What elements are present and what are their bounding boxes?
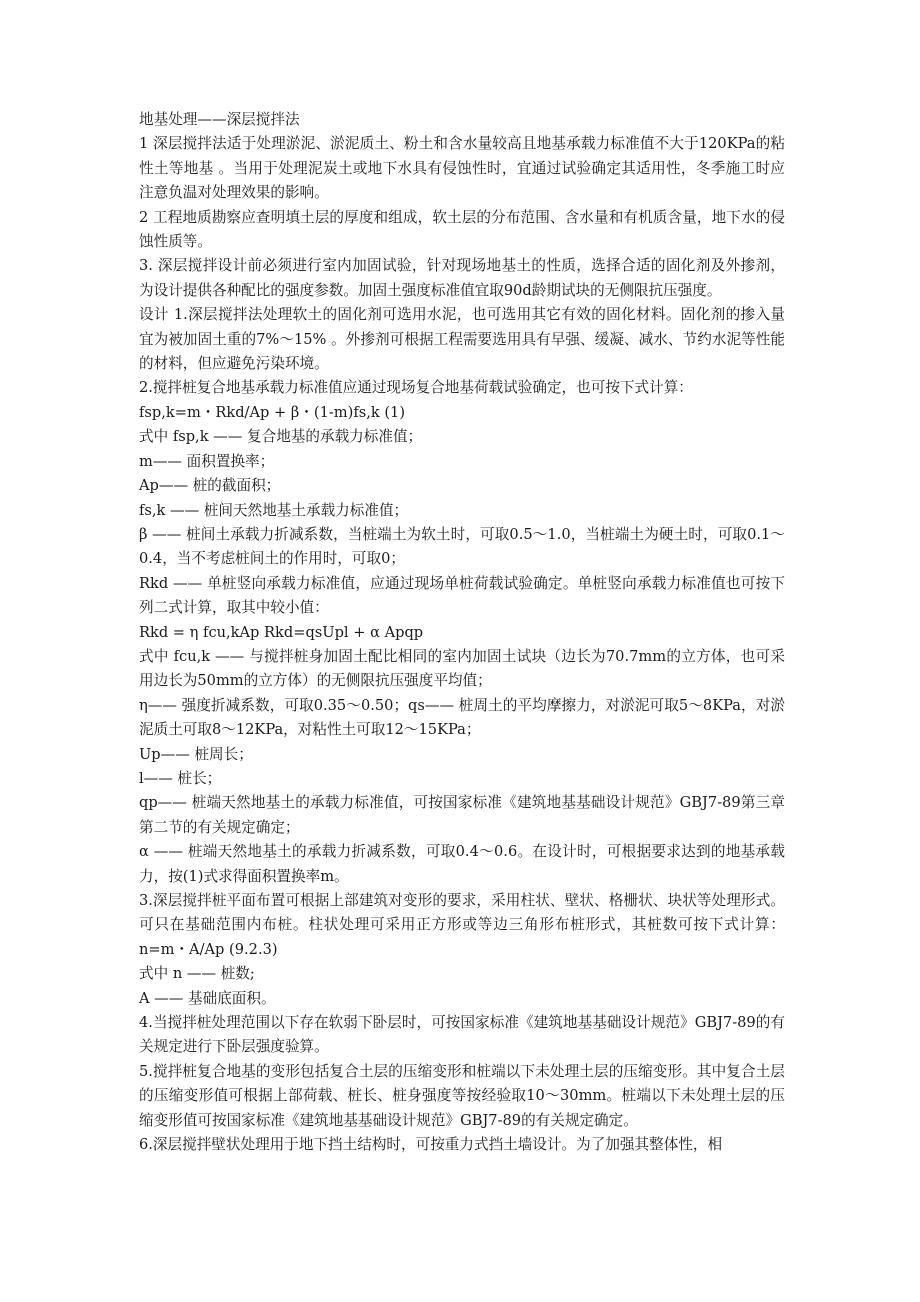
paragraph: l—— 桩长； [139,769,222,787]
formula: fsp,k=m・Rkd/Ap + β・(1-m)fs,k (1) [139,403,406,421]
paragraph: Rkd —— 单桩竖向承载力标准值，应通过现场单桩荷载试验确定。单桩竖向承载力标准值也可按下列二式计算，取其中较小值： [139,574,785,617]
paragraph: A —— 基础底面积。 [139,989,276,1007]
paragraph: fs,k —— 桩间天然地基土承载力标准值； [139,501,409,519]
paragraph: m—— 面积置换率； [139,452,275,470]
paragraph: qp—— 桩端天然地基土的承载力标准值，可按国家标准《建筑地基基础设计规范》GBJ7-89第三章第二节的有关规定确定； [139,794,785,836]
document-title: 地基处理——深层搅拌法 [139,111,300,128]
paragraph: 2.搅拌桩复合地基承载力标准值应通过现场复合地基荷载试验确定，也可按下式计算： [139,379,693,397]
paragraph: η—— 强度折减系数，可取0.35～0.50；qs—— 桩周土的平均摩擦力，对淤泥可取5～8KPa，对淤泥质土可取8～12KPa，对粘性土可取12～15KPa； [139,696,785,739]
formula: Rkd = η fcu,kAp Rkd=qsUpl + α Apqp [139,623,424,641]
paragraph: 式中 n —— 桩数; [139,965,255,983]
document-body [139,108,785,1157]
paragraph: α —— 桩端天然地基土的承载力折减系数，可取0.4～0.6。在设计时，可根据要求达到的地基承载力，按(1)式求得面积置换率m。 [139,843,785,885]
paragraph: 式中 fcu,k —— 与搅拌桩身加固土配比相同的室内加固土试块（边长为70.7mm的立方体，也可采用边长为50mm的立方体）的无侧限抗压强度平均值； [139,647,785,690]
paragraph: 6.深层搅拌壁状处理用于地下挡土结构时，可按重力式挡土墙设计。为了加强其整体性，相 [139,1136,723,1154]
paragraph: Ap—— 桩的截面积； [139,477,281,495]
paragraph: 3.深层搅拌桩平面布置可根据上部建筑对变形的要求，采用柱状、壁状、格栅状、块状等处理形式。可只在基础范围内布桩。柱状处理可采用正方形或等边三角形布桩形式，其桩数可按下式计算：n=m・A/Ap (9.2.3) [139,892,785,958]
paragraph: 设计 1.深层搅拌法处理软土的固化剂可选用水泥，也可选用其它有效的固化材料。固化剂的掺入量宜为被加固土重的7%～15% 。外掺剂可根据工程需要选用具有早强、缓凝、减水、节约水泥等性能的材料，但应避免污染环境。 [139,306,785,373]
paragraph: 5.搅拌桩复合地基的变形包括复合土层的压缩变形和桩端以下未处理土层的压缩变形。其中复合土层的压缩变形值可根据上部荷载、桩长、桩身强度等按经验取10～30mm。桩端以下未处理土层的压缩变形值可按国家标准《建筑地基基础设计规范》GBJ7-89的有关规定确定。 [139,1062,785,1129]
paragraph: β —— 桩间土承载力折减系数，当桩端土为软土时，可取0.5～1.0，当桩端土为硬土时，可取0.1～0.4，当不考虑桩间土的作用时，可取0； [139,525,785,568]
paragraph: 2 工程地质勘察应查明填土层的厚度和组成，软土层的分布范围、含水量和有机质含量，地下水的侵蚀性质等。 [139,208,785,251]
paragraph: 3. 深层搅拌设计前必须进行室内加固试验，针对现场地基土的性质，选择合适的固化剂及外掺剂，为设计提供各种配比的强度参数。加固土强度标准值宜取90d龄期试块的无侧限抗压强度。 [139,257,785,299]
paragraph: Up—— 桩周长； [139,745,253,763]
paragraph: 4.当搅拌桩处理范围以下存在软弱下卧层时，可按国家标准《建筑地基基础设计规范》GBJ7-89的有关规定进行下卧层强度验算。 [139,1014,785,1056]
paragraph: 式中 fsp,k —— 复合地基的承载力标准值； [139,428,423,446]
paragraph: 1 深层搅拌法适于处理淤泥、淤泥质土、粉土和含水量较高且地基承载力标准值不大于120KPa的粘性土等地基 。当用于处理泥炭土或地下水具有侵蚀性时，宜通过试验确定其适用性，冬季施工时应注意负温对处理效果的影响。 [139,135,785,202]
